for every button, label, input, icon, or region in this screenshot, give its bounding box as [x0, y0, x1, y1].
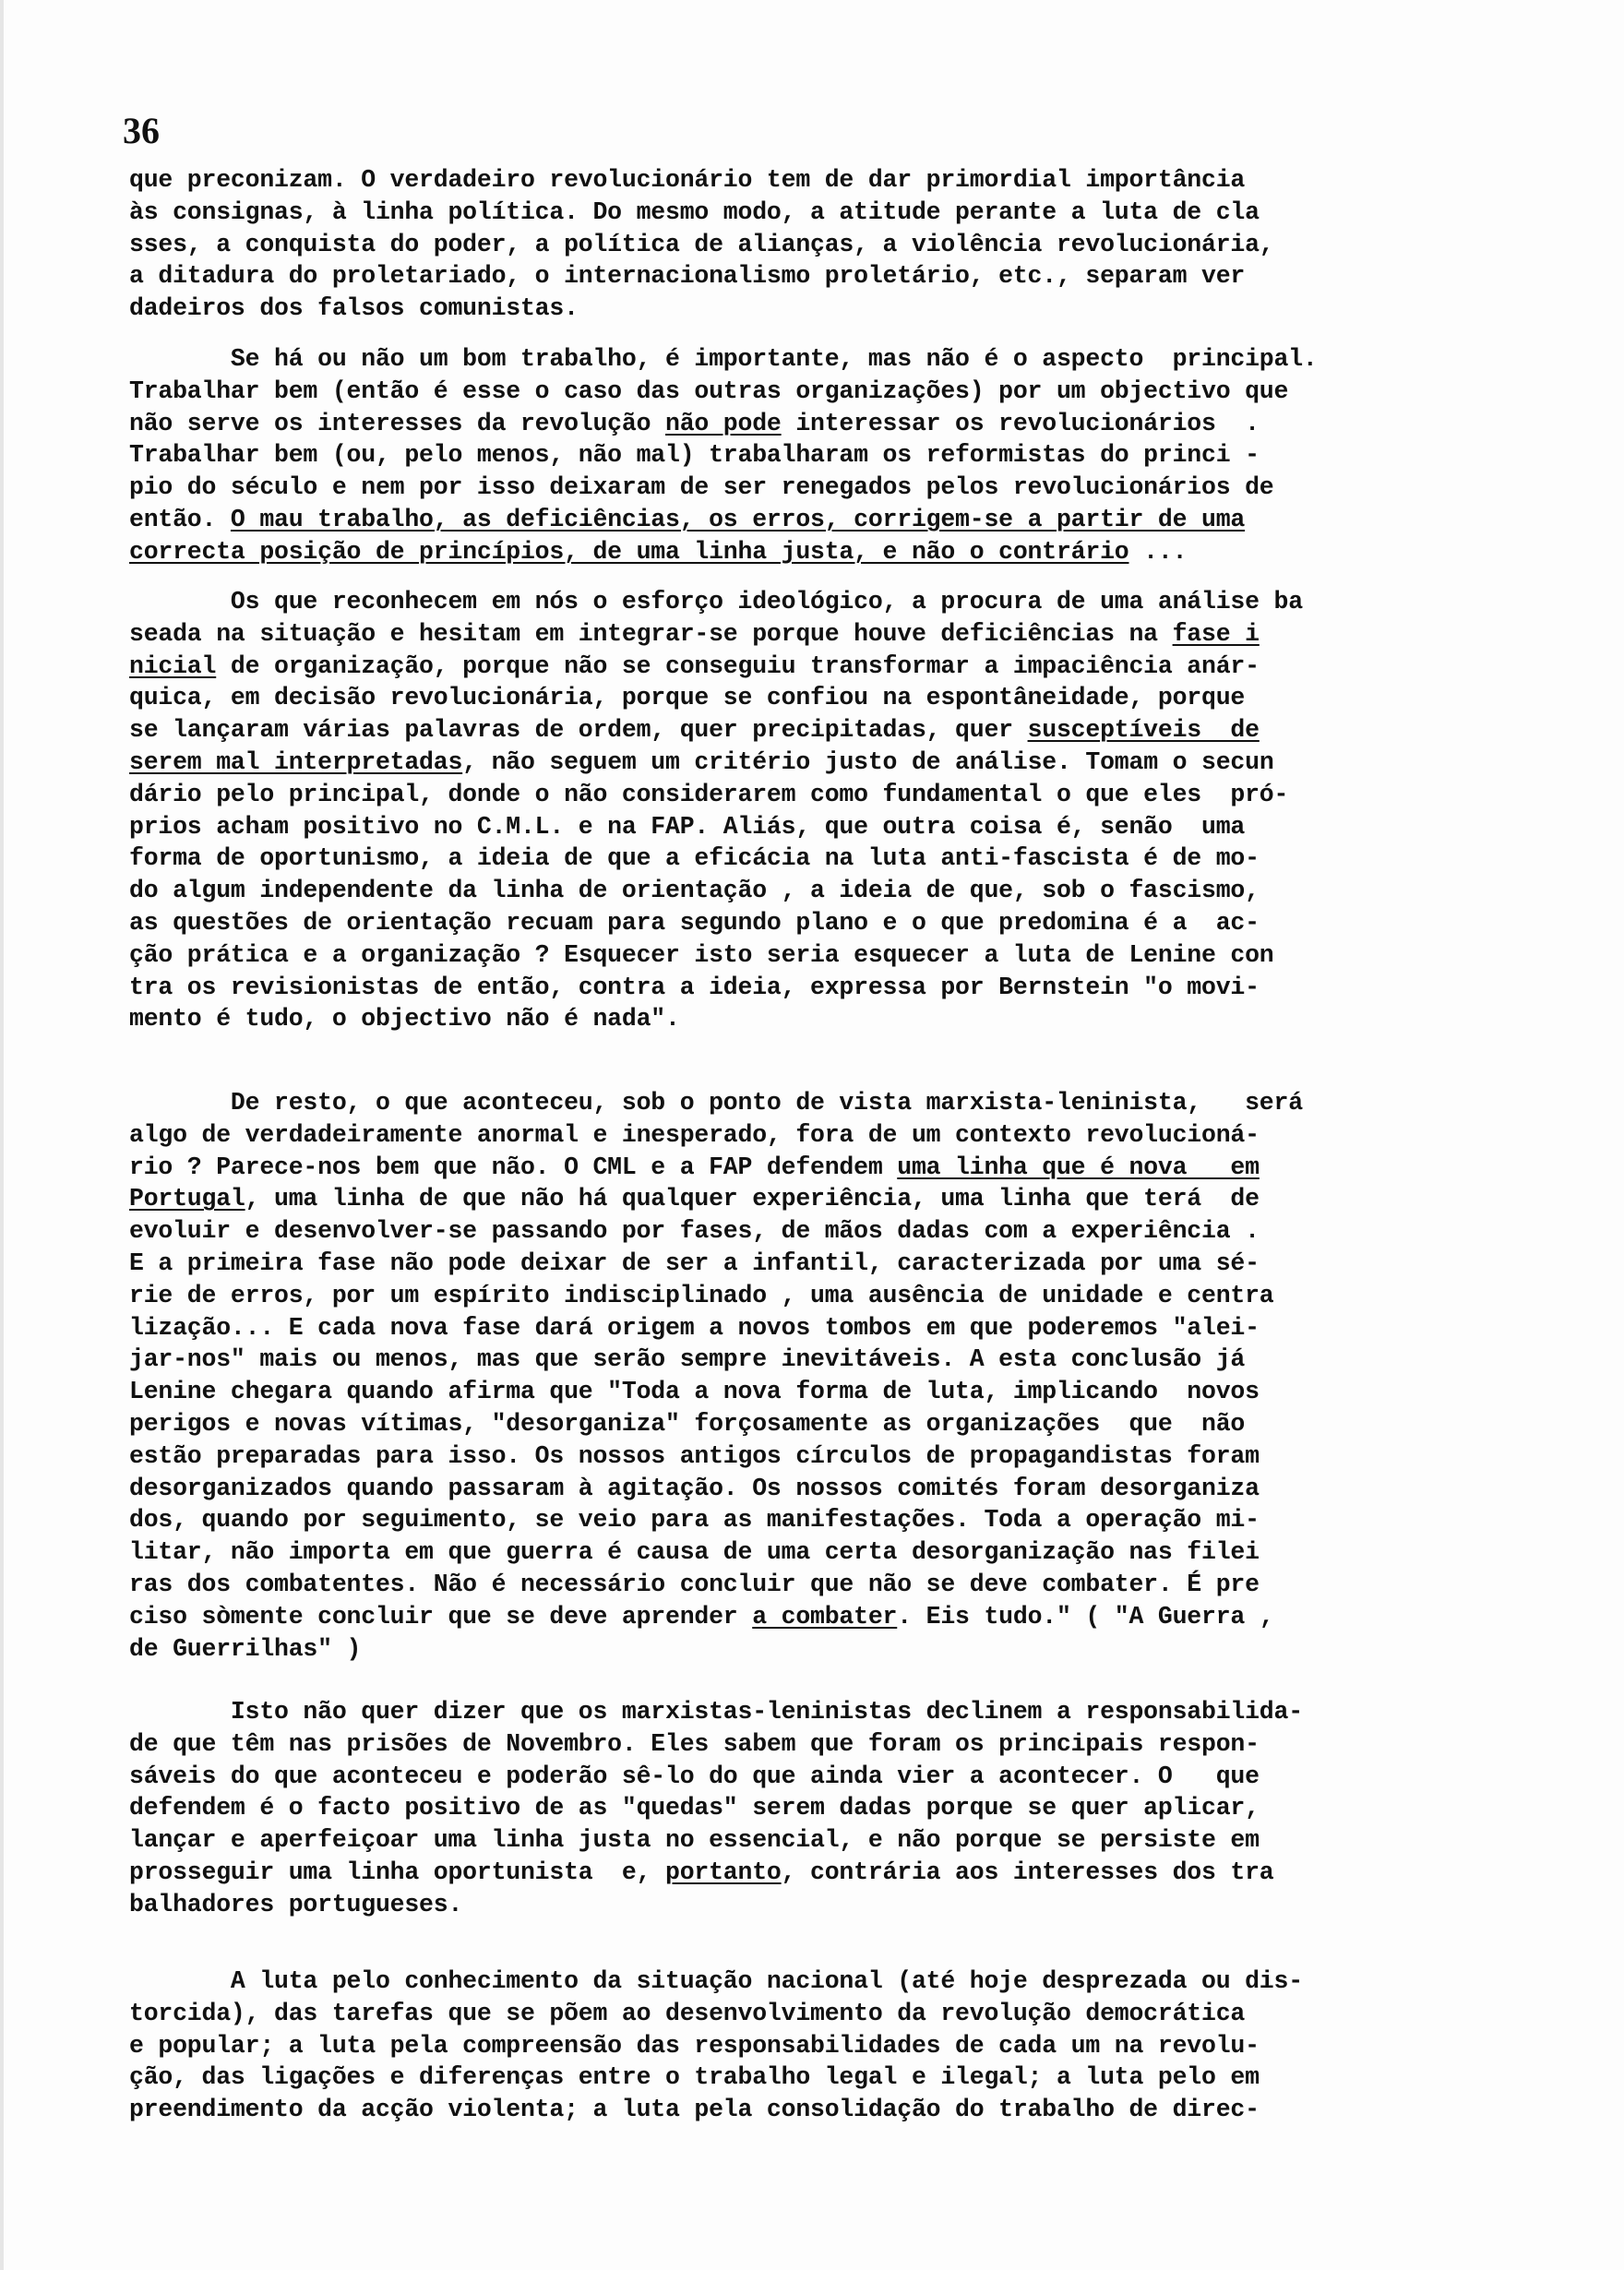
text-line: A luta pelo conhecimento da situação nacional (até hoje desprezada ou dis- — [129, 1967, 1303, 1995]
scan-edge — [0, 0, 4, 2270]
text-line: estão preparadas para isso. Os nossos antigos círculos de propagandistas foram — [129, 1441, 1260, 1470]
text-line: nicial de organização, porque não se conseguiu transformar a impaciência anár- — [129, 651, 1260, 680]
text-line: defendem é o facto positivo de as "quedas" serem dadas porque se quer aplicar, — [129, 1794, 1260, 1822]
text-line: forma de oportunismo, a ideia de que a eficácia na luta anti-fascista é de mo- — [129, 844, 1260, 873]
paragraph-4 — [129, 1087, 1303, 1665]
text-line: de Guerrilhas" ) — [129, 1634, 362, 1663]
text-line: lização... E cada nova fase dará origem a novos tombos em que poderemos "alei- — [129, 1313, 1260, 1342]
text-line: ção, das ligações e diferenças entre o trabalho legal e ilegal; a luta pelo em — [129, 2063, 1260, 2092]
text-line: algo de verdadeiramente anormal e inesperado, fora de um contexto revolucioná- — [129, 1120, 1260, 1149]
page-number: 36 — [123, 110, 160, 151]
text-line: sáveis do que aconteceu e poderão sê-lo do que ainda vier a acontecer. O que — [129, 1762, 1260, 1790]
text-line: Se há ou não um bom trabalho, é importante, mas não é o aspecto principal. — [129, 345, 1318, 373]
text-line: correcta posição de princípios, de uma linha justa, e não o contrário ... — [129, 537, 1188, 566]
text-line: prosseguir uma linha oportunista e, portanto, contrária aos interesses dos tra — [129, 1858, 1274, 1886]
paragraph-2 — [129, 343, 1318, 568]
text-line: às consignas, à linha política. Do mesmo modo, a atitude perante a luta de cla — [129, 197, 1260, 226]
text-line: rie de erros, por um espírito indisciplinado , uma ausência de unidade e centra — [129, 1281, 1274, 1309]
text-line: as questões de orientação recuam para segundo plano e o que predomina é a ac- — [129, 908, 1260, 937]
text-line: Isto não quer dizer que os marxistas-leninistas declinem a responsabilida- — [129, 1698, 1303, 1726]
text-line: Os que reconhecem em nós o esforço ideológico, a procura de uma análise ba — [129, 588, 1303, 615]
text-line: torcida), das tarefas que se põem ao desenvolvimento da revolução democrática — [129, 1999, 1246, 2027]
text-line: de que têm nas prisões de Novembro. Eles sabem que foram os principais respon- — [129, 1729, 1260, 1758]
text-line: preendimento da acção violenta; a luta pela consolidação do trabalho de direc- — [129, 2096, 1260, 2124]
text-line: que preconizam. O verdadeiro revolucionário tem de dar primordial importância — [129, 166, 1246, 194]
text-line: mento é tudo, o objectivo não é nada". — [129, 1005, 680, 1033]
paragraph-5 — [129, 1696, 1303, 1921]
text-line: lançar e aperfeiçoar uma linha justa no essencial, e não porque se persiste em — [129, 1826, 1260, 1855]
text-line: então. O mau trabalho, as deficiências, os erros, corrigem-se a partir de uma — [129, 505, 1246, 533]
paragraph-3 — [129, 586, 1303, 1035]
text-line: litar, não importa em que guerra é causa de uma certa desorganização nas filei — [129, 1538, 1260, 1567]
text-line: dadeiros dos falsos comunistas. — [129, 294, 579, 323]
text-line: do algum independente da linha de orientação , a ideia de que, sob o fascismo, — [129, 877, 1260, 905]
text-line: ção prática e a organização ? Esquecer isto seria esquecer a luta de Lenine con — [129, 940, 1274, 969]
text-line: dos, quando por seguimento, se veio para as manifestações. Toda a operação mi- — [129, 1506, 1260, 1535]
text-line: Lenine chegara quando afirma que "Toda a nova forma de luta, implicando novos — [129, 1378, 1260, 1406]
text-line: E a primeira fase não pode deixar de ser a infantil, caracterizada por uma sé- — [129, 1248, 1260, 1277]
text-line: se lançaram várias palavras de ordem, quer precipitadas, quer susceptíveis de — [129, 716, 1260, 745]
text-line: ciso sòmente concluir que se deve aprender a combater. Eis tudo." ( "A Guerra , — [129, 1602, 1274, 1631]
text-line: balhadores portugueses. — [129, 1890, 463, 1918]
text-line: ras dos combatentes. Não é necessário concluir que não se deve combater. É pre — [129, 1570, 1260, 1598]
text-line: tra os revisionistas de então, contra a ideia, expressa por Bernstein "o movi- — [129, 973, 1260, 1001]
text-line: Trabalhar bem (ou, pelo menos, não mal) trabalharam os reformistas do princi - — [129, 441, 1260, 470]
paragraph-1 — [129, 164, 1274, 325]
text-line: e popular; a luta pela compreensão das responsabilidades de cada um na revolu- — [129, 2031, 1260, 2060]
text-line: rio ? Parece-nos bem que não. O CML e a FAP defendem uma linha que é nova em — [129, 1153, 1260, 1181]
text-line: a ditadura do proletariado, o internacionalismo proletário, etc., separam ver — [129, 262, 1246, 291]
text-line: dário pelo principal, donde o não considerarem como fundamental o que eles pró- — [129, 780, 1289, 808]
paragraph-6 — [129, 1965, 1303, 2126]
text-line: Trabalhar bem (então é esse o caso das outras organizações) por um objectivo que — [129, 376, 1289, 405]
text-line: perigos e novas vítimas, "desorganiza" forçosamente as organizações que não — [129, 1409, 1246, 1438]
text-line: quica, em decisão revolucionária, porque se confiou na espontâneidade, porque — [129, 684, 1246, 712]
text-line: seada na situação e hesitam em integrar-se porque houve deficiências na fase i — [129, 619, 1260, 648]
text-line: pio do século e nem por isso deixaram de ser renegados pelos revolucionários de — [129, 473, 1274, 502]
text-line: Portugal, uma linha de que não há qualquer experiência, uma linha que terá de — [129, 1185, 1260, 1213]
text-line: evoluir e desenvolver-se passando por fases, de mãos dadas com a experiência . — [129, 1217, 1260, 1246]
text-line: serem mal interpretadas, não seguem um critério justo de análise. Tomam o secun — [129, 747, 1274, 776]
text-line: desorganizados quando passaram à agitação. Os nossos comités foram desorganiza — [129, 1474, 1260, 1502]
text-line: prios acham positivo no C.M.L. e na FAP. Aliás, que outra coisa é, senão uma — [129, 812, 1246, 841]
text-line: não serve os interesses da revolução não pode interessar os revolucionários . — [129, 409, 1260, 437]
text-line: De resto, o que aconteceu, sob o ponto de vista marxista-leninista, será — [129, 1089, 1303, 1117]
text-line: jar-nos" mais ou menos, mas que serão sempre inevitáveis. A esta conclusão já — [129, 1345, 1246, 1374]
text-line: sses, a conquista do poder, a política de alianças, a violência revolucionária, — [129, 230, 1274, 258]
